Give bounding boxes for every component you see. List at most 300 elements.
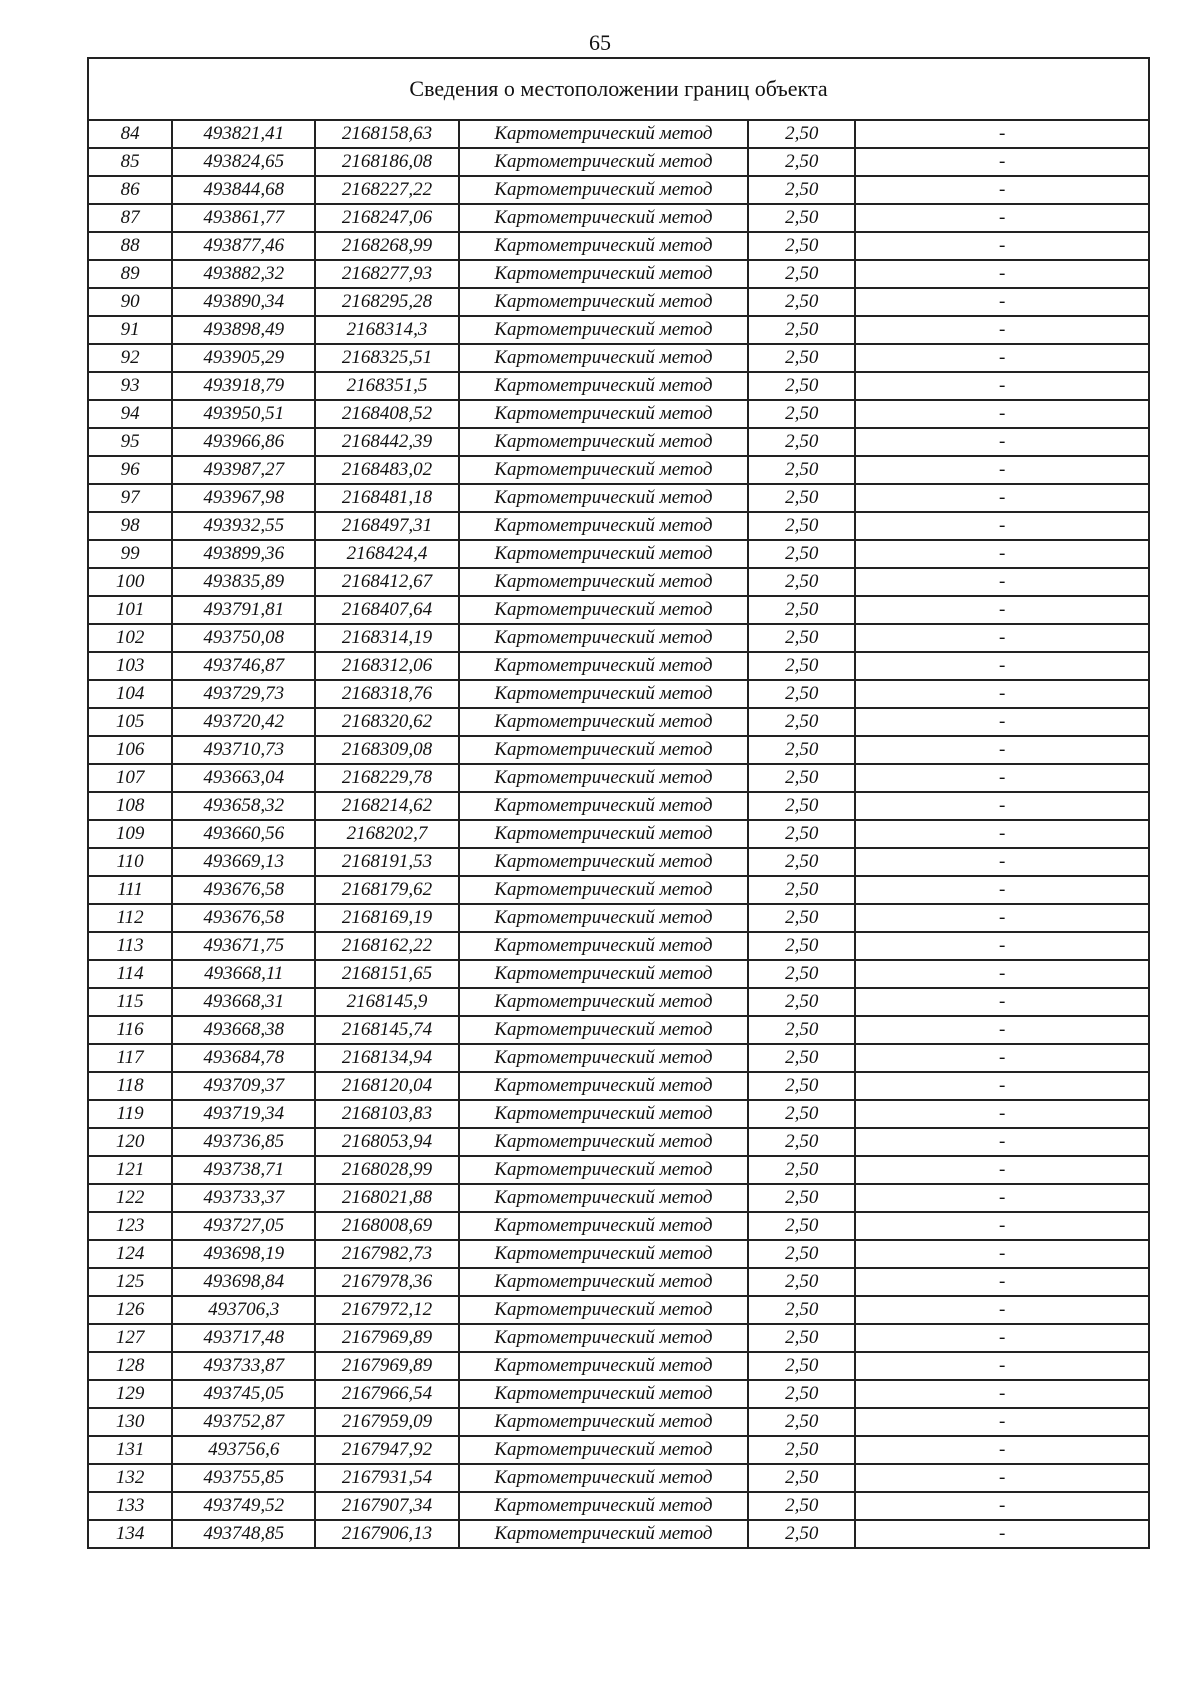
accuracy-cell: 2,50 xyxy=(748,148,855,176)
accuracy-cell: 2,50 xyxy=(748,708,855,736)
point-number-cell: 127 xyxy=(88,1324,172,1352)
y-coordinate-cell: 2168151,65 xyxy=(315,960,458,988)
point-number-cell: 112 xyxy=(88,904,172,932)
y-coordinate-cell: 2167906,13 xyxy=(315,1520,458,1548)
description-cell: - xyxy=(855,1184,1149,1212)
table-row xyxy=(88,204,1149,232)
y-coordinate-cell: 2167931,54 xyxy=(315,1464,458,1492)
method-cell: Картометрический метод xyxy=(459,1352,749,1380)
y-coordinate-cell: 2168191,53 xyxy=(315,848,458,876)
method-cell: Картометрический метод xyxy=(459,1464,749,1492)
y-coordinate-cell: 2168229,78 xyxy=(315,764,458,792)
accuracy-cell: 2,50 xyxy=(748,1268,855,1296)
table-row xyxy=(88,652,1149,680)
x-coordinate-cell: 493861,77 xyxy=(172,204,315,232)
method-cell: Картометрический метод xyxy=(459,960,749,988)
method-cell: Картометрический метод xyxy=(459,680,749,708)
x-coordinate-cell: 493720,42 xyxy=(172,708,315,736)
x-coordinate-cell: 493729,73 xyxy=(172,680,315,708)
x-coordinate-cell: 493756,6 xyxy=(172,1436,315,1464)
table-row xyxy=(88,1240,1149,1268)
accuracy-cell: 2,50 xyxy=(748,1212,855,1240)
point-number-cell: 129 xyxy=(88,1380,172,1408)
description-cell: - xyxy=(855,708,1149,736)
point-number-cell: 115 xyxy=(88,988,172,1016)
accuracy-cell: 2,50 xyxy=(748,1044,855,1072)
table-row xyxy=(88,792,1149,820)
table-row xyxy=(88,1268,1149,1296)
description-cell: - xyxy=(855,932,1149,960)
x-coordinate-cell: 493668,31 xyxy=(172,988,315,1016)
accuracy-cell: 2,50 xyxy=(748,624,855,652)
accuracy-cell: 2,50 xyxy=(748,1492,855,1520)
accuracy-cell: 2,50 xyxy=(748,736,855,764)
x-coordinate-cell: 493905,29 xyxy=(172,344,315,372)
x-coordinate-cell: 493749,52 xyxy=(172,1492,315,1520)
y-coordinate-cell: 2168120,04 xyxy=(315,1072,458,1100)
table-row xyxy=(88,876,1149,904)
description-cell: - xyxy=(855,736,1149,764)
method-cell: Картометрический метод xyxy=(459,792,749,820)
point-number-cell: 104 xyxy=(88,680,172,708)
accuracy-cell: 2,50 xyxy=(748,876,855,904)
point-number-cell: 96 xyxy=(88,456,172,484)
method-cell: Картометрический метод xyxy=(459,148,749,176)
point-number-cell: 92 xyxy=(88,344,172,372)
point-number-cell: 114 xyxy=(88,960,172,988)
description-cell: - xyxy=(855,176,1149,204)
x-coordinate-cell: 493824,65 xyxy=(172,148,315,176)
table-row xyxy=(88,120,1149,148)
table-row xyxy=(88,1212,1149,1240)
method-cell: Картометрический метод xyxy=(459,1380,749,1408)
description-cell: - xyxy=(855,1128,1149,1156)
table-row xyxy=(88,288,1149,316)
point-number-cell: 119 xyxy=(88,1100,172,1128)
table-row xyxy=(88,568,1149,596)
method-cell: Картометрический метод xyxy=(459,512,749,540)
point-number-cell: 126 xyxy=(88,1296,172,1324)
x-coordinate-cell: 493676,58 xyxy=(172,904,315,932)
x-coordinate-cell: 493898,49 xyxy=(172,316,315,344)
table-row xyxy=(88,344,1149,372)
x-coordinate-cell: 493706,3 xyxy=(172,1296,315,1324)
accuracy-cell: 2,50 xyxy=(748,288,855,316)
y-coordinate-cell: 2167969,89 xyxy=(315,1352,458,1380)
method-cell: Картометрический метод xyxy=(459,1492,749,1520)
table-row xyxy=(88,764,1149,792)
y-coordinate-cell: 2168247,06 xyxy=(315,204,458,232)
point-number-cell: 122 xyxy=(88,1184,172,1212)
point-number-cell: 111 xyxy=(88,876,172,904)
accuracy-cell: 2,50 xyxy=(748,904,855,932)
point-number-cell: 97 xyxy=(88,484,172,512)
y-coordinate-cell: 2167947,92 xyxy=(315,1436,458,1464)
x-coordinate-cell: 493899,36 xyxy=(172,540,315,568)
accuracy-cell: 2,50 xyxy=(748,1380,855,1408)
method-cell: Картометрический метод xyxy=(459,1100,749,1128)
point-number-cell: 88 xyxy=(88,232,172,260)
table-row xyxy=(88,848,1149,876)
method-cell: Картометрический метод xyxy=(459,176,749,204)
description-cell: - xyxy=(855,232,1149,260)
method-cell: Картометрический метод xyxy=(459,1520,749,1548)
method-cell: Картометрический метод xyxy=(459,372,749,400)
method-cell: Картометрический метод xyxy=(459,624,749,652)
description-cell: - xyxy=(855,316,1149,344)
method-cell: Картометрический метод xyxy=(459,344,749,372)
method-cell: Картометрический метод xyxy=(459,876,749,904)
y-coordinate-cell: 2168162,22 xyxy=(315,932,458,960)
table-row xyxy=(88,316,1149,344)
x-coordinate-cell: 493987,27 xyxy=(172,456,315,484)
y-coordinate-cell: 2167966,54 xyxy=(315,1380,458,1408)
x-coordinate-cell: 493746,87 xyxy=(172,652,315,680)
x-coordinate-cell: 493663,04 xyxy=(172,764,315,792)
x-coordinate-cell: 493890,34 xyxy=(172,288,315,316)
table-row xyxy=(88,1380,1149,1408)
x-coordinate-cell: 493709,37 xyxy=(172,1072,315,1100)
table-row xyxy=(88,1408,1149,1436)
description-cell: - xyxy=(855,1212,1149,1240)
x-coordinate-cell: 493684,78 xyxy=(172,1044,315,1072)
accuracy-cell: 2,50 xyxy=(748,176,855,204)
table-row xyxy=(88,232,1149,260)
x-coordinate-cell: 493669,13 xyxy=(172,848,315,876)
y-coordinate-cell: 2168295,28 xyxy=(315,288,458,316)
method-cell: Картометрический метод xyxy=(459,540,749,568)
table-title: Сведения о местоположении границ объекта xyxy=(88,58,1149,120)
method-cell: Картометрический метод xyxy=(459,932,749,960)
point-number-cell: 132 xyxy=(88,1464,172,1492)
method-cell: Картометрический метод xyxy=(459,120,749,148)
description-cell: - xyxy=(855,596,1149,624)
method-cell: Картометрический метод xyxy=(459,288,749,316)
x-coordinate-cell: 493710,73 xyxy=(172,736,315,764)
description-cell: - xyxy=(855,960,1149,988)
accuracy-cell: 2,50 xyxy=(748,1016,855,1044)
y-coordinate-cell: 2167969,89 xyxy=(315,1324,458,1352)
point-number-cell: 95 xyxy=(88,428,172,456)
accuracy-cell: 2,50 xyxy=(748,1324,855,1352)
x-coordinate-cell: 493918,79 xyxy=(172,372,315,400)
point-number-cell: 118 xyxy=(88,1072,172,1100)
accuracy-cell: 2,50 xyxy=(748,680,855,708)
description-cell: - xyxy=(855,1240,1149,1268)
x-coordinate-cell: 493966,86 xyxy=(172,428,315,456)
description-cell: - xyxy=(855,120,1149,148)
point-number-cell: 110 xyxy=(88,848,172,876)
accuracy-cell: 2,50 xyxy=(748,1436,855,1464)
description-cell: - xyxy=(855,456,1149,484)
x-coordinate-cell: 493750,08 xyxy=(172,624,315,652)
x-coordinate-cell: 493668,38 xyxy=(172,1016,315,1044)
accuracy-cell: 2,50 xyxy=(748,792,855,820)
description-cell: - xyxy=(855,624,1149,652)
accuracy-cell: 2,50 xyxy=(748,316,855,344)
accuracy-cell: 2,50 xyxy=(748,428,855,456)
accuracy-cell: 2,50 xyxy=(748,988,855,1016)
table-row xyxy=(88,820,1149,848)
description-cell: - xyxy=(855,568,1149,596)
table-row xyxy=(88,904,1149,932)
method-cell: Картометрический метод xyxy=(459,1324,749,1352)
description-cell: - xyxy=(855,1016,1149,1044)
point-number-cell: 123 xyxy=(88,1212,172,1240)
accuracy-cell: 2,50 xyxy=(748,596,855,624)
method-cell: Картометрический метод xyxy=(459,1156,749,1184)
y-coordinate-cell: 2168407,64 xyxy=(315,596,458,624)
point-number-cell: 91 xyxy=(88,316,172,344)
description-cell: - xyxy=(855,1156,1149,1184)
description-cell: - xyxy=(855,1296,1149,1324)
description-cell: - xyxy=(855,988,1149,1016)
description-cell: - xyxy=(855,792,1149,820)
table-row xyxy=(88,1100,1149,1128)
table-title-row xyxy=(88,58,1149,120)
table-row xyxy=(88,260,1149,288)
y-coordinate-cell: 2168312,06 xyxy=(315,652,458,680)
point-number-cell: 94 xyxy=(88,400,172,428)
x-coordinate-cell: 493717,48 xyxy=(172,1324,315,1352)
method-cell: Картометрический метод xyxy=(459,428,749,456)
method-cell: Картометрический метод xyxy=(459,1436,749,1464)
y-coordinate-cell: 2168325,51 xyxy=(315,344,458,372)
description-cell: - xyxy=(855,652,1149,680)
table-row xyxy=(88,148,1149,176)
y-coordinate-cell: 2168442,39 xyxy=(315,428,458,456)
x-coordinate-cell: 493844,68 xyxy=(172,176,315,204)
y-coordinate-cell: 2168134,94 xyxy=(315,1044,458,1072)
accuracy-cell: 2,50 xyxy=(748,372,855,400)
point-number-cell: 131 xyxy=(88,1436,172,1464)
y-coordinate-cell: 2168412,67 xyxy=(315,568,458,596)
point-number-cell: 105 xyxy=(88,708,172,736)
x-coordinate-cell: 493745,05 xyxy=(172,1380,315,1408)
y-coordinate-cell: 2168314,3 xyxy=(315,316,458,344)
method-cell: Картометрический метод xyxy=(459,904,749,932)
y-coordinate-cell: 2167959,09 xyxy=(315,1408,458,1436)
method-cell: Картометрический метод xyxy=(459,708,749,736)
x-coordinate-cell: 493727,05 xyxy=(172,1212,315,1240)
y-coordinate-cell: 2168424,4 xyxy=(315,540,458,568)
accuracy-cell: 2,50 xyxy=(748,1100,855,1128)
accuracy-cell: 2,50 xyxy=(748,960,855,988)
accuracy-cell: 2,50 xyxy=(748,1240,855,1268)
point-number-cell: 93 xyxy=(88,372,172,400)
point-number-cell: 109 xyxy=(88,820,172,848)
table-row xyxy=(88,428,1149,456)
description-cell: - xyxy=(855,428,1149,456)
description-cell: - xyxy=(855,372,1149,400)
accuracy-cell: 2,50 xyxy=(748,1520,855,1548)
table-row xyxy=(88,512,1149,540)
method-cell: Картометрический метод xyxy=(459,848,749,876)
y-coordinate-cell: 2168145,74 xyxy=(315,1016,458,1044)
y-coordinate-cell: 2168028,99 xyxy=(315,1156,458,1184)
table-row xyxy=(88,176,1149,204)
point-number-cell: 85 xyxy=(88,148,172,176)
y-coordinate-cell: 2168145,9 xyxy=(315,988,458,1016)
point-number-cell: 116 xyxy=(88,1016,172,1044)
description-cell: - xyxy=(855,764,1149,792)
page-number: 65 xyxy=(589,30,611,55)
point-number-cell: 134 xyxy=(88,1520,172,1548)
y-coordinate-cell: 2168268,99 xyxy=(315,232,458,260)
boundary-coordinates-table xyxy=(87,57,1150,1549)
method-cell: Картометрический метод xyxy=(459,820,749,848)
table-row xyxy=(88,1184,1149,1212)
y-coordinate-cell: 2168277,93 xyxy=(315,260,458,288)
point-number-cell: 102 xyxy=(88,624,172,652)
x-coordinate-cell: 493671,75 xyxy=(172,932,315,960)
method-cell: Картометрический метод xyxy=(459,484,749,512)
description-cell: - xyxy=(855,1072,1149,1100)
accuracy-cell: 2,50 xyxy=(748,764,855,792)
accuracy-cell: 2,50 xyxy=(748,932,855,960)
table-row xyxy=(88,1296,1149,1324)
description-cell: - xyxy=(855,400,1149,428)
accuracy-cell: 2,50 xyxy=(748,1352,855,1380)
point-number-cell: 133 xyxy=(88,1492,172,1520)
x-coordinate-cell: 493950,51 xyxy=(172,400,315,428)
x-coordinate-cell: 493668,11 xyxy=(172,960,315,988)
table-row xyxy=(88,596,1149,624)
point-number-cell: 117 xyxy=(88,1044,172,1072)
accuracy-cell: 2,50 xyxy=(748,512,855,540)
accuracy-cell: 2,50 xyxy=(748,204,855,232)
x-coordinate-cell: 493821,41 xyxy=(172,120,315,148)
description-cell: - xyxy=(855,1380,1149,1408)
accuracy-cell: 2,50 xyxy=(748,1156,855,1184)
accuracy-cell: 2,50 xyxy=(748,652,855,680)
table-row xyxy=(88,1016,1149,1044)
point-number-cell: 86 xyxy=(88,176,172,204)
table-row xyxy=(88,1492,1149,1520)
x-coordinate-cell: 493733,37 xyxy=(172,1184,315,1212)
method-cell: Картометрический метод xyxy=(459,456,749,484)
x-coordinate-cell: 493882,32 xyxy=(172,260,315,288)
description-cell: - xyxy=(855,848,1149,876)
y-coordinate-cell: 2168186,08 xyxy=(315,148,458,176)
x-coordinate-cell: 493660,56 xyxy=(172,820,315,848)
description-cell: - xyxy=(855,1044,1149,1072)
accuracy-cell: 2,50 xyxy=(748,400,855,428)
method-cell: Картометрический метод xyxy=(459,400,749,428)
y-coordinate-cell: 2167972,12 xyxy=(315,1296,458,1324)
method-cell: Картометрический метод xyxy=(459,1296,749,1324)
description-cell: - xyxy=(855,148,1149,176)
method-cell: Картометрический метод xyxy=(459,1240,749,1268)
y-coordinate-cell: 2168214,62 xyxy=(315,792,458,820)
method-cell: Картометрический метод xyxy=(459,1072,749,1100)
y-coordinate-cell: 2168483,02 xyxy=(315,456,458,484)
method-cell: Картометрический метод xyxy=(459,1212,749,1240)
table-row xyxy=(88,372,1149,400)
point-number-cell: 101 xyxy=(88,596,172,624)
point-number-cell: 100 xyxy=(88,568,172,596)
y-coordinate-cell: 2168021,88 xyxy=(315,1184,458,1212)
accuracy-cell: 2,50 xyxy=(748,260,855,288)
accuracy-cell: 2,50 xyxy=(748,1296,855,1324)
method-cell: Картометрический метод xyxy=(459,764,749,792)
accuracy-cell: 2,50 xyxy=(748,1464,855,1492)
x-coordinate-cell: 493736,85 xyxy=(172,1128,315,1156)
point-number-cell: 128 xyxy=(88,1352,172,1380)
description-cell: - xyxy=(855,484,1149,512)
accuracy-cell: 2,50 xyxy=(748,232,855,260)
method-cell: Картометрический метод xyxy=(459,316,749,344)
y-coordinate-cell: 2168351,5 xyxy=(315,372,458,400)
table-row xyxy=(88,960,1149,988)
method-cell: Картометрический метод xyxy=(459,596,749,624)
table-row xyxy=(88,1464,1149,1492)
table-row xyxy=(88,1436,1149,1464)
x-coordinate-cell: 493755,85 xyxy=(172,1464,315,1492)
description-cell: - xyxy=(855,204,1149,232)
y-coordinate-cell: 2168314,19 xyxy=(315,624,458,652)
y-coordinate-cell: 2167982,73 xyxy=(315,1240,458,1268)
point-number-cell: 90 xyxy=(88,288,172,316)
x-coordinate-cell: 493791,81 xyxy=(172,596,315,624)
method-cell: Картометрический метод xyxy=(459,568,749,596)
y-coordinate-cell: 2168227,22 xyxy=(315,176,458,204)
y-coordinate-cell: 2168169,19 xyxy=(315,904,458,932)
point-number-cell: 124 xyxy=(88,1240,172,1268)
description-cell: - xyxy=(855,1352,1149,1380)
point-number-cell: 120 xyxy=(88,1128,172,1156)
accuracy-cell: 2,50 xyxy=(748,1128,855,1156)
description-cell: - xyxy=(855,1408,1149,1436)
x-coordinate-cell: 493752,87 xyxy=(172,1408,315,1436)
table-row xyxy=(88,1352,1149,1380)
point-number-cell: 84 xyxy=(88,120,172,148)
x-coordinate-cell: 493835,89 xyxy=(172,568,315,596)
point-number-cell: 121 xyxy=(88,1156,172,1184)
point-number-cell: 106 xyxy=(88,736,172,764)
accuracy-cell: 2,50 xyxy=(748,568,855,596)
accuracy-cell: 2,50 xyxy=(748,344,855,372)
method-cell: Картометрический метод xyxy=(459,736,749,764)
description-cell: - xyxy=(855,260,1149,288)
point-number-cell: 87 xyxy=(88,204,172,232)
description-cell: - xyxy=(855,1436,1149,1464)
table-body xyxy=(88,120,1149,1548)
table-row xyxy=(88,1156,1149,1184)
y-coordinate-cell: 2168481,18 xyxy=(315,484,458,512)
x-coordinate-cell: 493748,85 xyxy=(172,1520,315,1548)
description-cell: - xyxy=(855,512,1149,540)
method-cell: Картометрический метод xyxy=(459,1044,749,1072)
accuracy-cell: 2,50 xyxy=(748,1184,855,1212)
point-number-cell: 125 xyxy=(88,1268,172,1296)
table-row xyxy=(88,708,1149,736)
description-cell: - xyxy=(855,344,1149,372)
y-coordinate-cell: 2168497,31 xyxy=(315,512,458,540)
description-cell: - xyxy=(855,680,1149,708)
x-coordinate-cell: 493719,34 xyxy=(172,1100,315,1128)
accuracy-cell: 2,50 xyxy=(748,456,855,484)
x-coordinate-cell: 493698,19 xyxy=(172,1240,315,1268)
table-row xyxy=(88,1324,1149,1352)
method-cell: Картометрический метод xyxy=(459,1016,749,1044)
x-coordinate-cell: 493932,55 xyxy=(172,512,315,540)
table-row xyxy=(88,932,1149,960)
accuracy-cell: 2,50 xyxy=(748,1408,855,1436)
description-cell: - xyxy=(855,1324,1149,1352)
table-row xyxy=(88,456,1149,484)
table-row xyxy=(88,484,1149,512)
